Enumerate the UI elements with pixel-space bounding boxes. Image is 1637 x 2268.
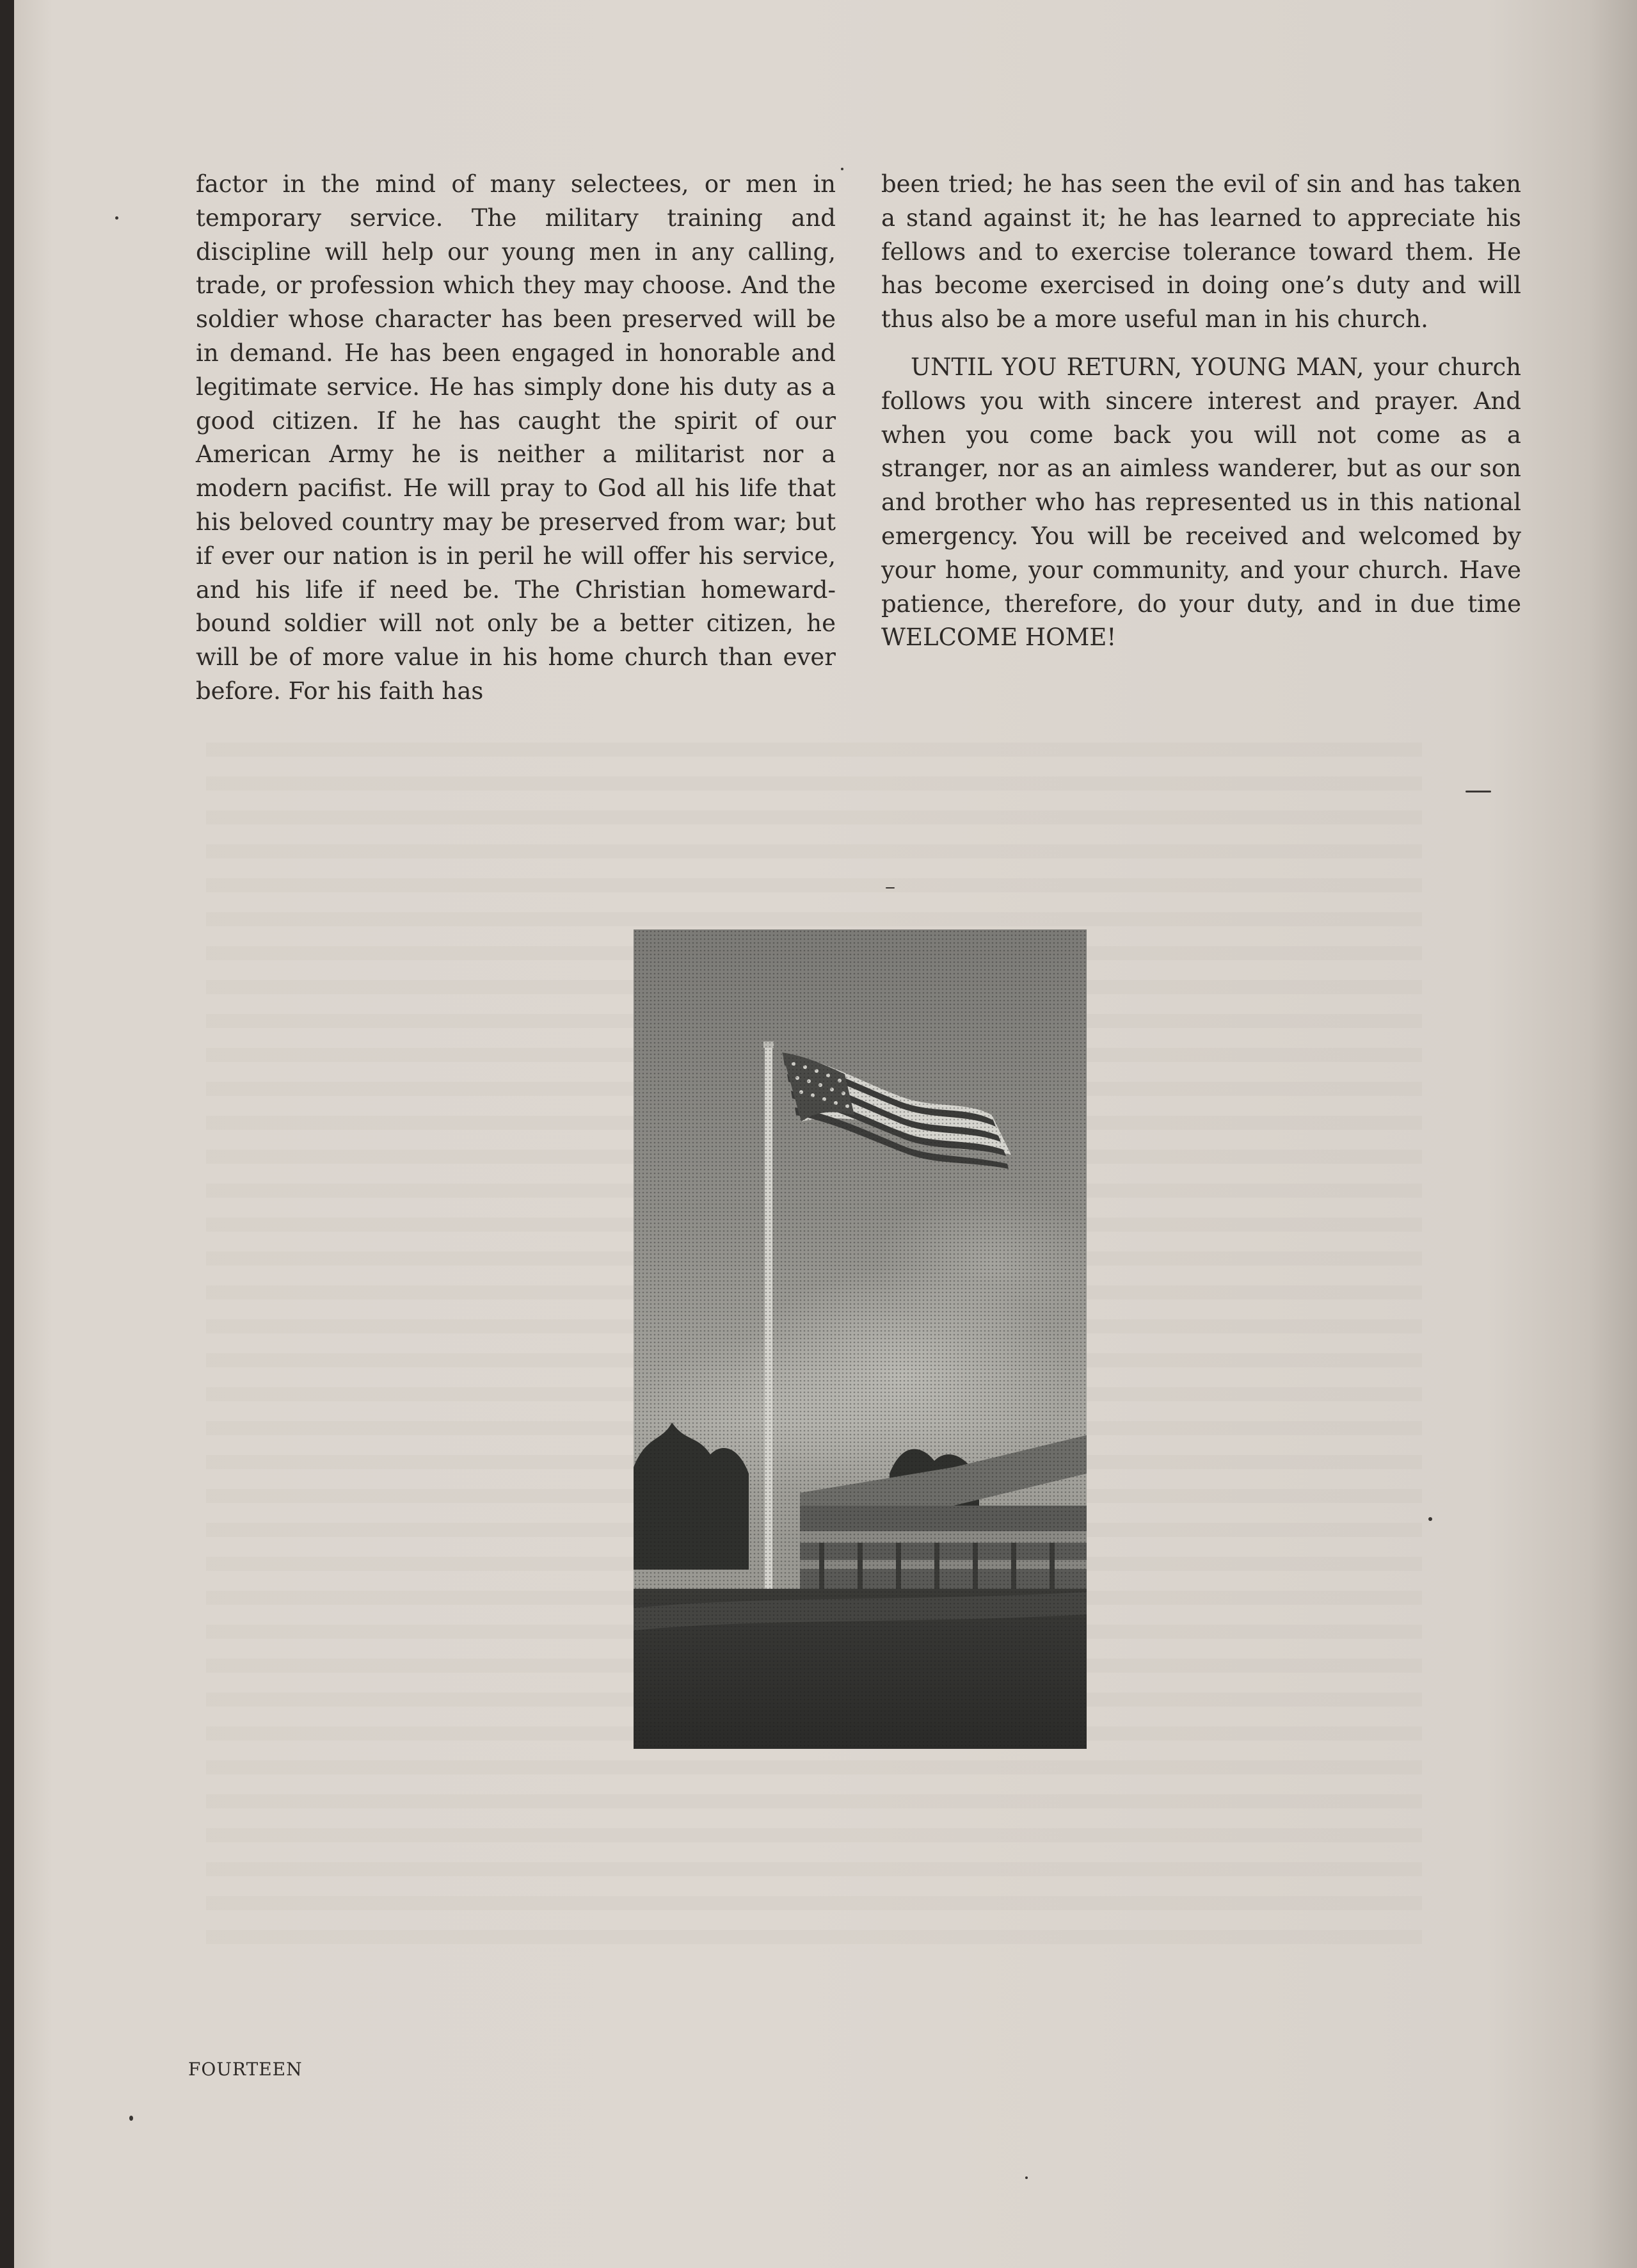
flag-photograph bbox=[634, 929, 1087, 1749]
page-number: FOURTEEN bbox=[188, 2059, 303, 2080]
paper-speck bbox=[841, 168, 843, 170]
paper-mark bbox=[1465, 791, 1491, 792]
right-column-paragraph-1: been tried; he has seen the evil of sin and has taken a stand against it; he has learned to appreciate his fellows and to exercise tolerance toward them. He has become exercised in doing one’s duty and will thus also be a more useful man in his church. bbox=[881, 170, 1521, 334]
article-left-column bbox=[196, 168, 836, 709]
article-right-column bbox=[881, 168, 1521, 655]
flag-photograph-illustration bbox=[634, 929, 1087, 1749]
paragraph-2-body: your church follows you with sincere interest and prayer. And when you come back you will not come as a stranger, nor as an aimless wanderer, but as our son and brother who has represented us in this national emergency. You will be received and welcomed by your home, your community, and your church. Have patience, therefore, do your duty, and in due time bbox=[881, 353, 1522, 618]
welcome-home-text: WELCOME HOME! bbox=[881, 623, 1117, 652]
paper-speck bbox=[115, 216, 118, 220]
paper-speck bbox=[1025, 2176, 1028, 2179]
right-column-paragraph-2 bbox=[881, 351, 1521, 655]
until-you-return-heading: UNTIL YOU RETURN, YOUNG MAN, bbox=[911, 353, 1364, 381]
paper-mark bbox=[886, 887, 895, 889]
left-column-text: factor in the mind of many selectees, or men in temporary service. The military training and discipline will help our young men in any calling, trade, or profession which they may choose. And the soldier whose character has been preserved will be in demand. He has been engaged in honorable and legitimate service. He has simply done his duty as a good citizen. If he has caught the spirit of our American Army he is neither a militarist nor a modern pacifist. He will pray to God all his life that his beloved country may be preserved from war; but if ever our nation is in peril he will offer his service, and his life if need be. The Christian homeward-bound soldier will not only be a better citizen, he will be of more value in his home church than ever before. For his faith has bbox=[196, 170, 836, 705]
magazine-page bbox=[14, 0, 1637, 2268]
paper-speck bbox=[1428, 1517, 1432, 1521]
paper-speck bbox=[129, 2116, 133, 2121]
